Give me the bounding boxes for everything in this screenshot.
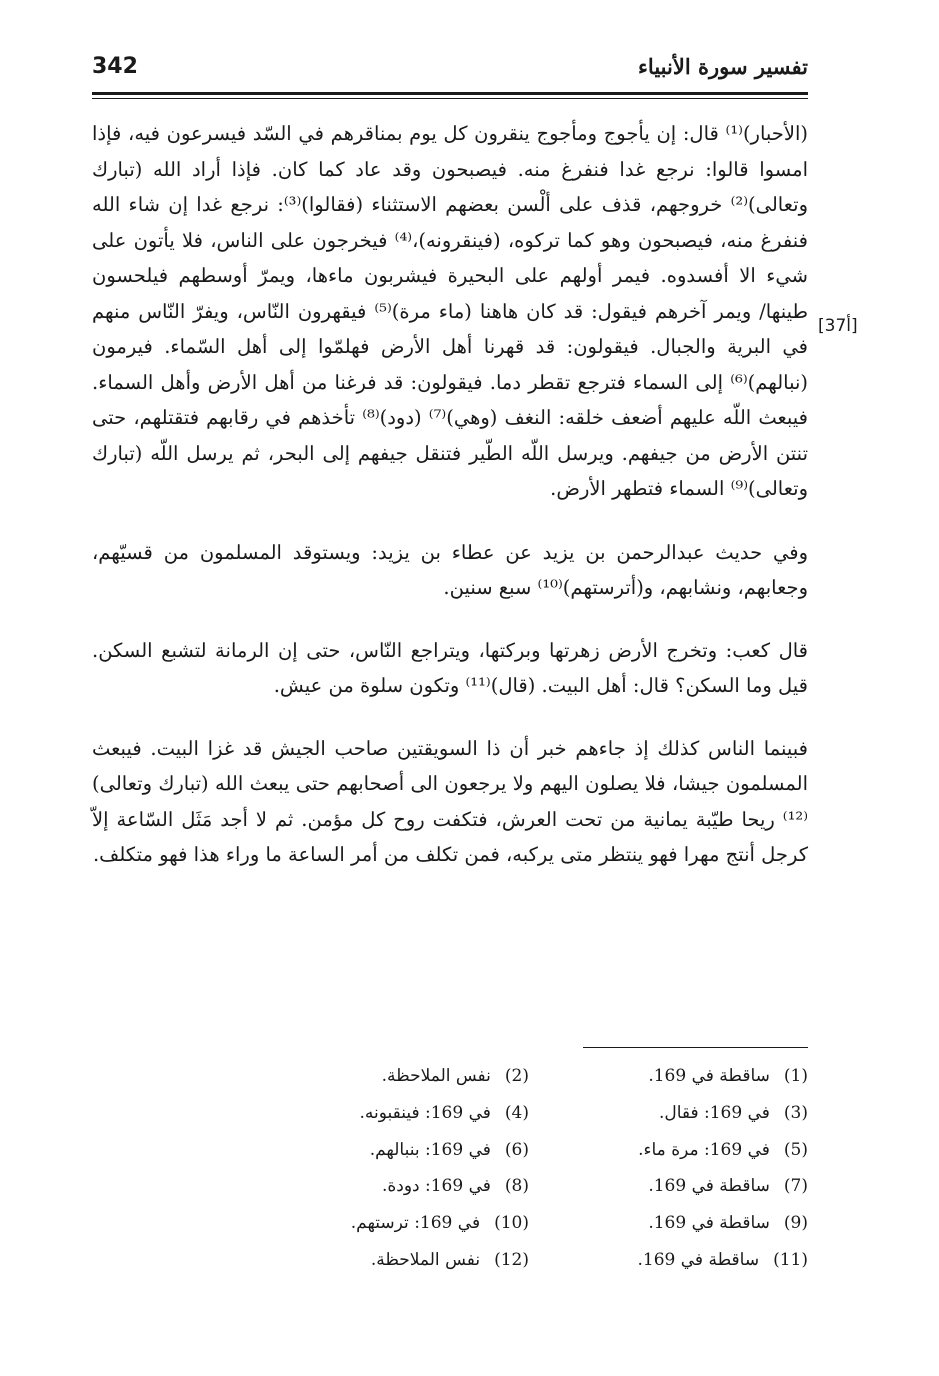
footnote-number: (2) <box>504 1066 529 1086</box>
footnote-text: ساقطة في 169. <box>648 1213 770 1234</box>
footnote-separator <box>583 1047 808 1048</box>
footnote-3 <box>529 1095 808 1132</box>
footnote-number: (7) <box>783 1176 808 1197</box>
paragraph-4: فبينما الناس كذلك إذ جاءهم خبر أن ذا السويقتين صاحب الجيش قد غزا البيت. فيبعث المسلمون جيشا، فلا يصلون اليهم ولا يرجعون الى أصحابهم حتى يبعث الله (تبارك وتعالى)⁽¹²⁾ ريحا طيّبة يمانية من تحت العرش، فتكفت روح كل مؤمن. ثم لا أجد مَثَل السّاعة إلاّ كرجل أنتج مهرا فهو ينتظر متى يركبه، فمن تكلف من أمر الساعة ما وراء هذا فهو متكلف. <box>92 736 808 866</box>
footnote-5 <box>529 1132 808 1169</box>
footnote-text: في 169: دودة. <box>381 1176 491 1197</box>
footnote-text: نفس الملاحظة. <box>370 1249 481 1270</box>
footnote-9 <box>529 1205 808 1242</box>
page-number: 342 <box>92 54 138 79</box>
body-text <box>92 116 808 900</box>
footnote-2 <box>250 1058 529 1095</box>
footnote-number: (3) <box>783 1102 808 1123</box>
running-title: تفسير سورة الأنبياء <box>638 54 808 79</box>
footnote-number: (1) <box>783 1066 808 1086</box>
footnote-number: (10) <box>494 1213 529 1234</box>
footnote-number: (12) <box>494 1249 529 1270</box>
footnotes <box>250 1058 808 1279</box>
footnote-number: (8) <box>504 1176 529 1197</box>
footnote-number: (4) <box>504 1102 529 1123</box>
footnote-text: في 169: فينقبونه. <box>359 1102 491 1123</box>
footnote-8 <box>250 1168 529 1205</box>
footnote-number: (6) <box>504 1139 529 1160</box>
header-rule-thin <box>92 98 808 99</box>
footnote-text: نفس الملاحظة. <box>381 1066 491 1086</box>
footnote-text: ساقطة في 169. <box>637 1249 760 1270</box>
header-rule <box>92 92 808 95</box>
manuscript-folio-marker: [37أ] <box>818 316 858 336</box>
footnote-number: (9) <box>783 1213 808 1234</box>
footnote-text: في 169: مرة ماء. <box>638 1139 770 1160</box>
paragraph-3: قال كعب: وتخرج الأرض زهرتها وبركتها، ويتراجع النّاس، حتى إن الرمانة لتشبع السكن. قيل وما السكن؟ قال: أهل البيت. (قال)⁽¹¹⁾ وتكون سلوة من عيش. <box>92 638 808 697</box>
footnote-1 <box>529 1058 808 1095</box>
footnote-text: ساقطة في 169. <box>648 1176 770 1197</box>
footnote-number: (11) <box>773 1249 808 1270</box>
footnote-text: ساقطة في 169. <box>648 1066 770 1086</box>
footnote-10 <box>250 1205 529 1242</box>
footnote-text: في 169: ترستهم. <box>350 1213 481 1234</box>
footnote-4 <box>250 1095 529 1132</box>
footnote-12 <box>250 1242 529 1279</box>
page-header <box>92 52 808 92</box>
paragraph-1: (الأحبار)⁽¹⁾ قال: إن يأجوج ومأجوج ينقرون كل يوم بمناقرهم في السّد فيسرعون فيه، فإذا امسوا قالوا: نرجع غدا فنفرغ منه. فيصبحون وقد عاد كما كان. فإذا أراد الله (تبارك وتعالى)⁽²⁾ خروجهم، قذف على ألْسن بعضهم الاستثناء (فقالوا)⁽³⁾: نرجع غدا إن شاء الله فنفرغ منه، فيصبحون وهو كما تركوه، (فينقرونه)،⁽⁴⁾ فيخرجون على الناس، فلا يأتون على شيء الا أفسدوه. فيمر أولهم على البحيرة فيشربون ماءها، ويمرّ أوسطهم فيلحسون طينها/ ويمر آخرهم فيقول: قد كان هاهنا (ماء مرة)⁽⁵⁾ فيقهرون النّاس، ويفرّ النّاس منهم في البرية والجبال. فيقولون: قد قهرنا أهل الأرض فهلمّوا إلى أهل السّماء. فيرمون (نبالهم)⁽⁶⁾ إلى السماء فترجع تقطر دما. فيقولون: قد فرغنا من أهل الأرض وأهل السماء. فيبعث اللّه عليهم أضعف خلقه: النغف (وهي)⁽⁷⁾ (دود)⁽⁸⁾ تأخذهم في رقابهم فتقتلهم، حتى تنتن الأرض من جيفهم. ويرسل اللّه الطّير فتنقل جيفهم إلى البحر، ثم يرسل اللّه (تبارك وتعالى)⁽⁹⁾ السماء فتطهر الأرض. <box>92 122 808 500</box>
footnote-number: (5) <box>783 1139 808 1160</box>
footnote-text: في 169: فقال. <box>658 1102 770 1123</box>
footnote-7 <box>529 1168 808 1205</box>
footnote-text: في 169: بنبالهم. <box>369 1139 491 1160</box>
footnote-11 <box>529 1242 808 1279</box>
paragraph-2: وفي حديث عبدالرحمن بن يزيد عن عطاء بن يزيد: ويستوقد المسلمون من قسيّهم، وجعابهم، ونشابهم، و(أترستهم)⁽¹⁰⁾ سبع سنين. <box>92 540 808 599</box>
footnote-6 <box>250 1132 529 1169</box>
